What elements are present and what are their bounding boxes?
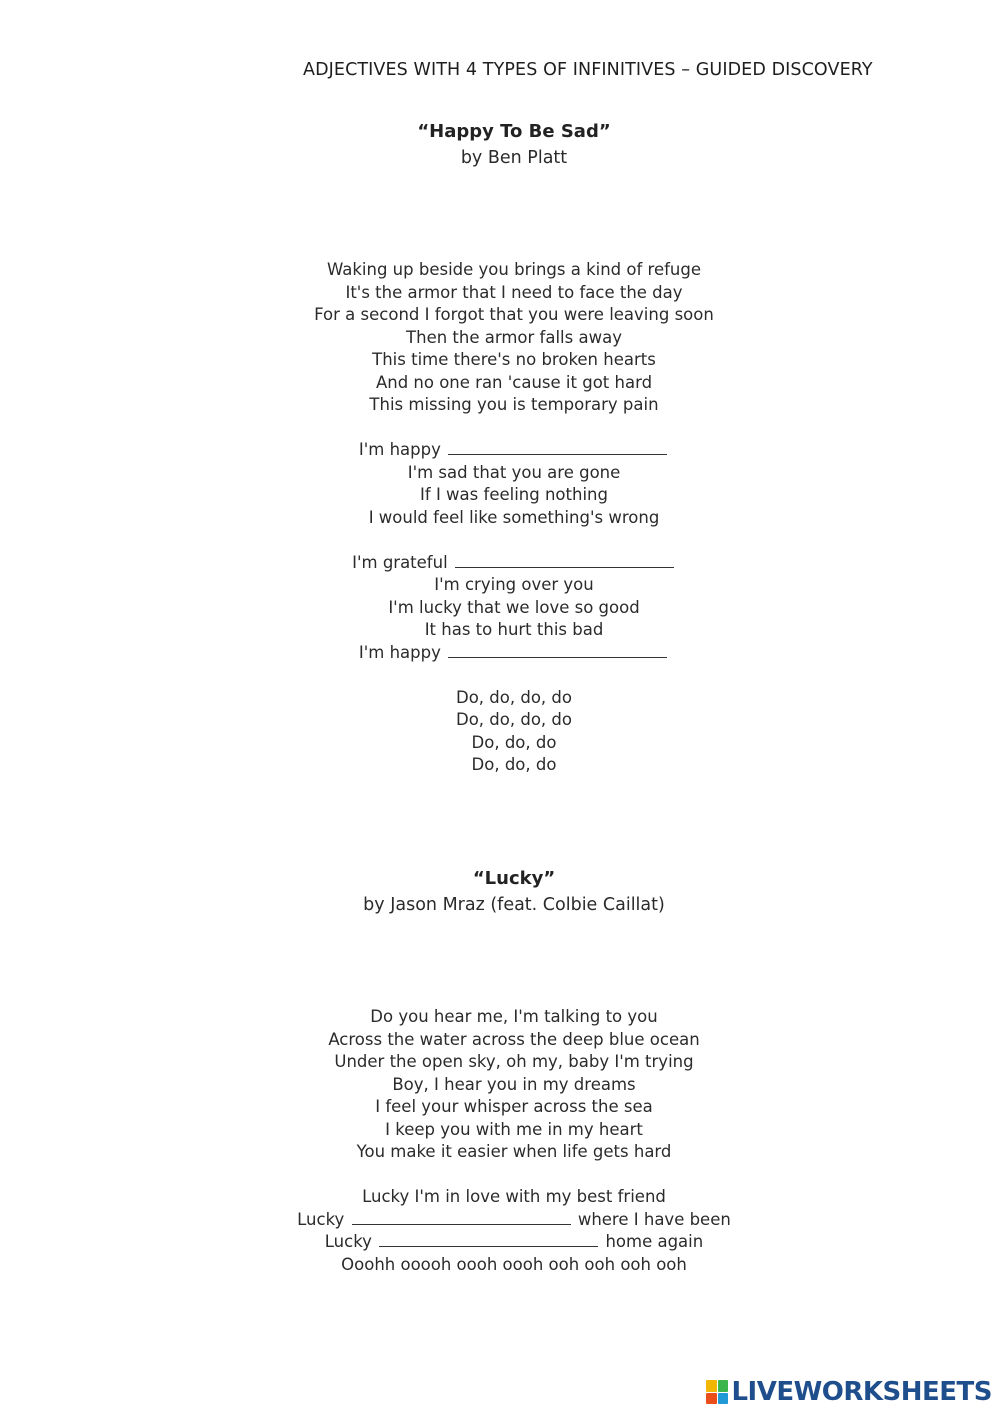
lyric-line: I'm sad that you are gone <box>407 462 621 482</box>
lyric-prefix: I'm happy <box>358 642 447 662</box>
stanza-gap <box>0 664 1000 687</box>
song-2-lyrics <box>0 1006 1000 1276</box>
lyric-line: I'm lucky that we love so good <box>388 597 640 617</box>
song-1-artist: by Ben Platt <box>460 148 568 168</box>
lyric-prefix: Lucky <box>297 1209 350 1229</box>
lyric-line: I keep you with me in my heart <box>385 1119 643 1139</box>
answer-blank[interactable] <box>455 553 674 568</box>
lyric-prefix: I'm grateful <box>352 552 453 572</box>
answer-blank[interactable] <box>448 440 667 455</box>
logo-square <box>706 1393 717 1405</box>
logo-square <box>706 1380 717 1392</box>
song-1-title: “Happy To Be Sad” <box>417 121 611 142</box>
lyric-line: If I was feeling nothing <box>420 485 608 504</box>
stanza-gap <box>0 1164 1000 1187</box>
logo-square <box>718 1393 729 1405</box>
song-2-heading <box>0 866 1000 918</box>
lyric-line: You make it easier when life gets hard <box>356 1142 672 1161</box>
lyric-prefix: Lucky <box>324 1232 378 1251</box>
brand-name: LIVEWORKSHEETS <box>731 1377 992 1407</box>
lyric-line: Waking up beside you brings a kind of refuge <box>327 260 701 279</box>
lyric-line: For a second I forgot that you were leaving soon <box>314 305 714 324</box>
lyric-line-with-blank <box>0 642 1000 665</box>
answer-blank[interactable] <box>448 643 667 658</box>
stanza-gap <box>0 417 1000 440</box>
lyric-line: Under the open sky, oh my, baby I'm trying <box>334 1052 694 1071</box>
lyric-line-with-blank <box>0 1209 1000 1232</box>
lyric-line: It has to hurt this bad <box>424 620 604 639</box>
lyric-suffix: home again <box>600 1232 704 1251</box>
lyric-line: Do, do, do <box>471 755 557 774</box>
lyric-line: Lucky I'm in love with my best friend <box>362 1187 666 1206</box>
lyric-prefix: I'm happy <box>358 440 447 459</box>
lyric-line: It's the armor that I need to face the day <box>345 282 683 302</box>
answer-blank[interactable] <box>352 1210 571 1225</box>
lyric-line: This missing you is temporary pain <box>369 395 659 414</box>
liveworksheets-logo-icon <box>706 1380 728 1404</box>
lyric-line: Do you hear me, I'm talking to you <box>370 1007 658 1026</box>
answer-blank[interactable] <box>379 1232 598 1247</box>
liveworksheets-brand <box>706 1377 992 1407</box>
lyric-line: Do, do, do <box>471 732 557 752</box>
lyric-line-with-blank <box>0 439 1000 462</box>
lyric-line: I feel your whisper across the sea <box>375 1097 653 1116</box>
lyric-line: Ooohh ooooh oooh oooh ooh ooh ooh ooh <box>341 1254 687 1274</box>
song-1-heading <box>0 119 1000 171</box>
worksheet-header: ADJECTIVES WITH 4 TYPES OF INFINITIVES – GUIDED DISCOVERY <box>303 60 873 80</box>
lyric-line: I would feel like something's wrong <box>368 507 660 527</box>
song-2-title: “Lucky” <box>472 868 556 889</box>
lyric-line: Do, do, do, do <box>456 687 572 707</box>
lyric-line: I'm crying over you <box>434 575 594 594</box>
logo-square <box>718 1380 729 1392</box>
song-2-artist: by Jason Mraz (feat. Colbie Caillat) <box>363 895 665 915</box>
lyric-line: Boy, I hear you in my dreams <box>392 1074 636 1094</box>
lyric-line-with-blank <box>0 1231 1000 1254</box>
lyric-line: Do, do, do, do <box>456 710 572 729</box>
lyric-line: This time there's no broken hearts <box>372 350 656 369</box>
lyric-line: Then the armor falls away <box>406 327 622 347</box>
song-1-lyrics <box>0 259 1000 777</box>
stanza-gap <box>0 529 1000 552</box>
lyric-line: Across the water across the deep blue ocean <box>328 1029 700 1049</box>
lyric-line: And no one ran 'cause it got hard <box>375 372 653 392</box>
lyric-line-with-blank <box>0 552 1000 575</box>
lyric-suffix: where I have been <box>572 1209 731 1229</box>
